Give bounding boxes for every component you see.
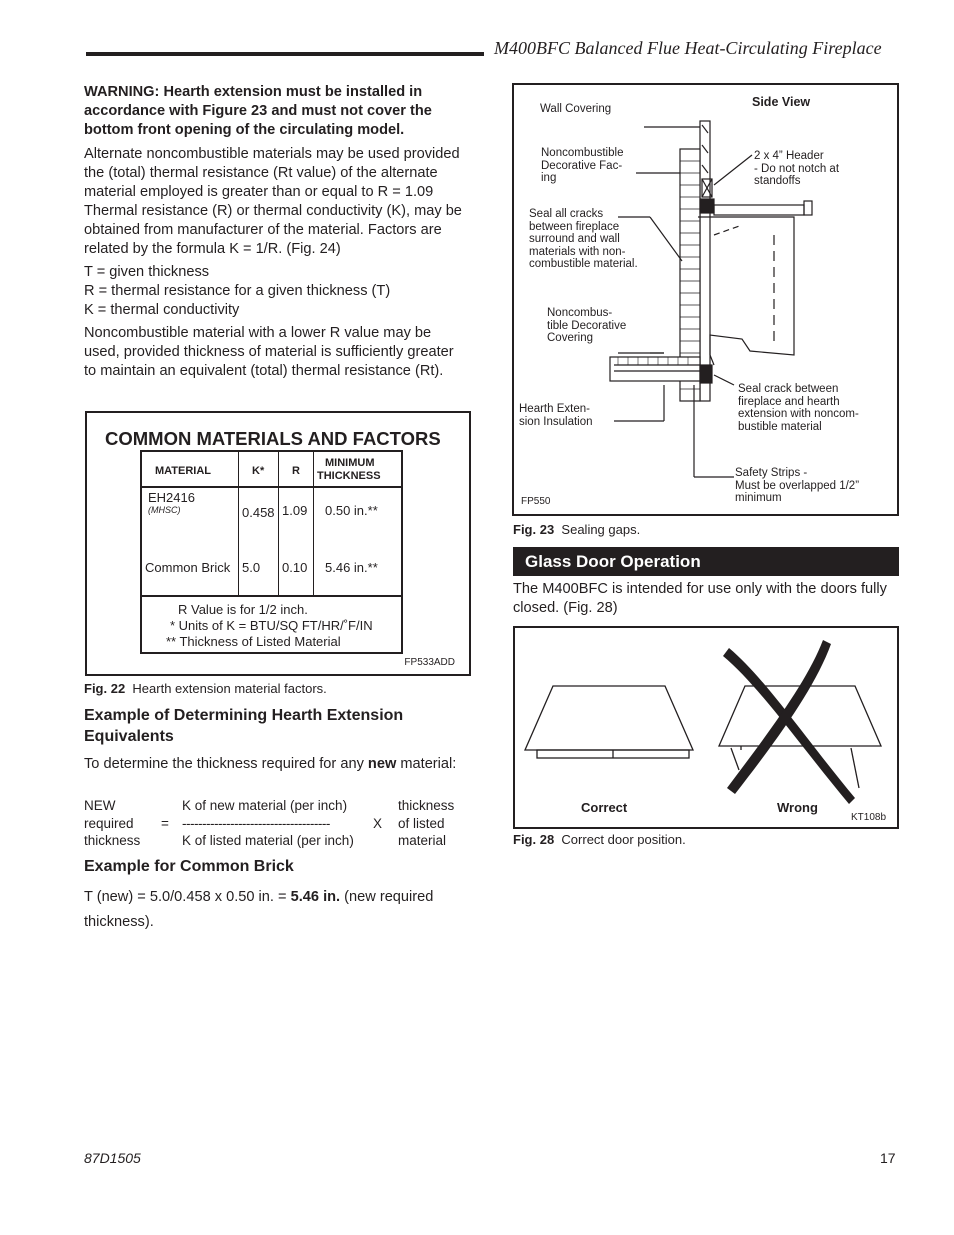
- row1-sub: (MHSC): [148, 505, 181, 515]
- row1-material: EH2416: [148, 490, 195, 505]
- definition-k: K = thermal conductivity: [84, 302, 240, 318]
- glass-door-text: The M400BFC is intended for use only with the doors fully closed. (Fig. 28): [513, 581, 887, 616]
- table-code: FP533ADD: [404, 657, 455, 668]
- label-safety-strips: Safety Strips - Must be overlapped 1/2” minimum: [735, 467, 860, 504]
- table-title: COMMON MATERIALS AND FACTORS: [105, 428, 441, 449]
- fig22-caption: Fig. 22 Hearth extension material factors.: [84, 681, 327, 696]
- heading-hearth-equivalents: Example of Determining Hearth Extension Equivalents: [84, 707, 404, 745]
- determine-text: To determine the thickness required for any new material:: [84, 756, 457, 772]
- label-decorative-facing: Noncombustible Decorative Fac- ing: [541, 147, 624, 184]
- page-number: 17: [880, 1150, 896, 1166]
- header-k: K*: [252, 465, 265, 477]
- page-title: M400BFC Balanced Flue Heat-Circulating Fireplace: [494, 38, 882, 58]
- row1-thickness: 0.50 in.**: [325, 503, 378, 518]
- header-r: R: [292, 465, 300, 477]
- row2-thickness: 5.46 in.**: [325, 560, 378, 575]
- label-wrong: Wrong: [777, 800, 818, 815]
- note-k-units: * Units of K = BTU/SQ FT/HR/˚F/IN: [170, 618, 373, 633]
- intro-paragraph: Alternate noncombustible materials may be used provided the (total) thermal resistance (Rt value) of the alternate material employed is greater than or equal to R = 1.09 Thermal resistance (R) or thermal conductivity (K), may be obtained from manufacturer of the material. Factors are related by the formula K = 1/R. (Fig. 24): [84, 146, 462, 257]
- note-thickness: ** Thickness of Listed Material: [166, 634, 341, 649]
- note-r-value: R Value is for 1/2 inch.: [178, 602, 308, 617]
- label-seal-crack-hearth: Seal crack between fireplace and hearth extension with noncom- bustible material: [738, 383, 859, 433]
- fig28-code: KT108b: [851, 812, 887, 823]
- label-hearth-insulation: Hearth Exten- sion Insulation: [519, 403, 593, 428]
- label-correct: Correct: [581, 800, 628, 815]
- materials-figure: [85, 411, 471, 676]
- row2-k: 5.0: [242, 560, 261, 575]
- row1-r: 1.09: [282, 503, 308, 518]
- fig23-caption: Fig. 23 Sealing gaps.: [513, 522, 641, 537]
- r-value-paragraph: Noncombustible material with a lower R value may be used, provided thickness of material is sufficiently greater to maintain an equivalent (total) thermal resistance (Rt).: [84, 325, 454, 379]
- brick-example: T (new) = 5.0/0.458 x 0.50 in. = 5.46 in. (new required thickness).: [84, 889, 434, 930]
- header-material: MATERIAL: [155, 465, 212, 477]
- document-number: 87D1505: [84, 1150, 141, 1166]
- heading-common-brick: Example for Common Brick: [84, 858, 294, 875]
- label-header: 2 x 4” Header - Do not notch at standoffs: [754, 150, 840, 187]
- header-minimum: MINIMUM: [325, 457, 375, 469]
- label-wall-covering: Wall Covering: [540, 103, 612, 115]
- definition-t: T = given thickness: [84, 264, 210, 280]
- fig23-code: FP550: [521, 496, 551, 507]
- header-rule: [86, 52, 484, 56]
- label-seal-cracks: Seal all cracks between fireplace surround and wall materials with non- combustible material.: [529, 208, 638, 270]
- warning-text: WARNING: Hearth extension must be installed in accordance with Figure 23 and must not cover the bottom front opening of the circulating model.: [84, 84, 432, 138]
- section-glass-door: Glass Door Operation: [513, 547, 899, 576]
- fig28-box: [513, 626, 899, 829]
- door-position-diagram: [515, 628, 897, 827]
- header-thickness: THICKNESS: [317, 470, 381, 482]
- row2-r: 0.10: [282, 560, 308, 575]
- materials-table: [140, 450, 403, 654]
- label-side-view: Side View: [752, 95, 811, 109]
- fig23-box: [512, 83, 899, 516]
- row2-material: Common Brick: [145, 560, 231, 575]
- label-decorative-covering: Noncombus- tible Decorative Covering: [547, 307, 627, 344]
- row1-k: 0.458: [242, 505, 275, 520]
- definition-r: R = thermal resistance for a given thickness (T): [84, 283, 391, 299]
- fig28-caption: Fig. 28 Correct door position.: [513, 832, 686, 847]
